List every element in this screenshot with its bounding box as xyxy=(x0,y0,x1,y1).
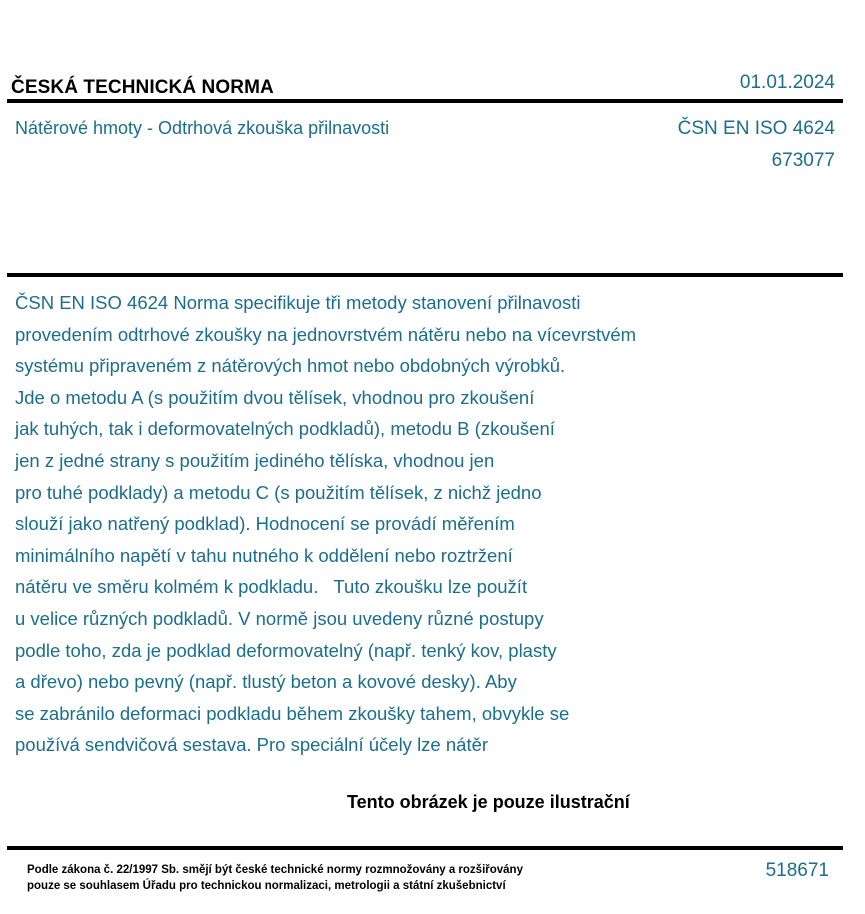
legal-notice-line: Podle zákona č. 22/1997 Sb. smějí být české technické normy rozmnožovány a rozšiřovány xyxy=(27,864,523,876)
abstract-line: slouží jako natřený podklad). Hodnocení se provádí měřením xyxy=(15,513,515,535)
abstract-line: provedením odtrhové zkoušky na jednovrstvém nátěru nebo na vícevrstvém xyxy=(15,323,637,345)
standard-class-number: 673077 xyxy=(771,150,835,171)
abstract-line: Jde o metodu A (s použitím dvou tělísek, vhodnou pro zkoušení xyxy=(15,386,535,408)
abstract-line: nátěru ve směru kolmém k podkladu. Tuto zkoušku lze použít xyxy=(15,576,528,598)
abstract-line: minimálního napětí v tahu nutného k oddělení nebo roztržení xyxy=(15,544,513,566)
abstract-line: jak tuhých, tak i deformovatelných podkladů), metodu B (zkoušení xyxy=(15,418,555,440)
abstract-line: ČSN EN ISO 4624 Norma specifikuje tři metody stanovení přilnavosti xyxy=(15,292,581,313)
document-id: 518671 xyxy=(765,860,829,881)
abstract-line: a dřevo) nebo pevný (např. tlustý beton a kovové desky). Aby xyxy=(15,671,517,693)
header-divider xyxy=(7,99,843,103)
legal-notice xyxy=(27,862,523,894)
standard-code: ČSN EN ISO 4624 xyxy=(677,118,835,139)
abstract-line: pro tuhé podklady) a metodu C (s použitím tělísek, z nichž jedno xyxy=(15,481,542,503)
abstract-line: podle toho, zda je podklad deformovatelný (např. tenký kov, plasty xyxy=(15,639,557,661)
footer-divider xyxy=(7,846,843,850)
abstract-line: u velice různých podkladů. V normě jsou uvedeny různé postupy xyxy=(15,607,544,629)
abstract-line: používá sendvičová sestava. Pro speciální účely lze nátěr xyxy=(15,734,489,756)
standard-subtitle: Nátěrové hmoty - Odtrhová zkouška přilnavosti xyxy=(15,118,390,138)
legal-notice-line: pouze se souhlasem Úřadu pro technickou normalizaci, metrologii a státní zkušebnictví xyxy=(27,880,506,892)
publication-date: 01.01.2024 xyxy=(739,72,835,93)
abstract-line: jen z jedné strany s použitím jediného tělíska, vhodnou jen xyxy=(15,449,495,471)
abstract-line: se zabránilo deformaci podkladu během zkoušky tahem, obvykle se xyxy=(15,702,570,724)
abstract-top-divider xyxy=(7,273,843,277)
abstract-text xyxy=(15,287,845,761)
illustration-notice: Tento obrázek je pouze ilustrační xyxy=(347,792,630,812)
document-header-title: ČESKÁ TECHNICKÁ NORMA xyxy=(11,77,274,98)
abstract-line: systému připraveném z nátěrových hmot nebo obdobných výrobků. xyxy=(15,355,566,377)
